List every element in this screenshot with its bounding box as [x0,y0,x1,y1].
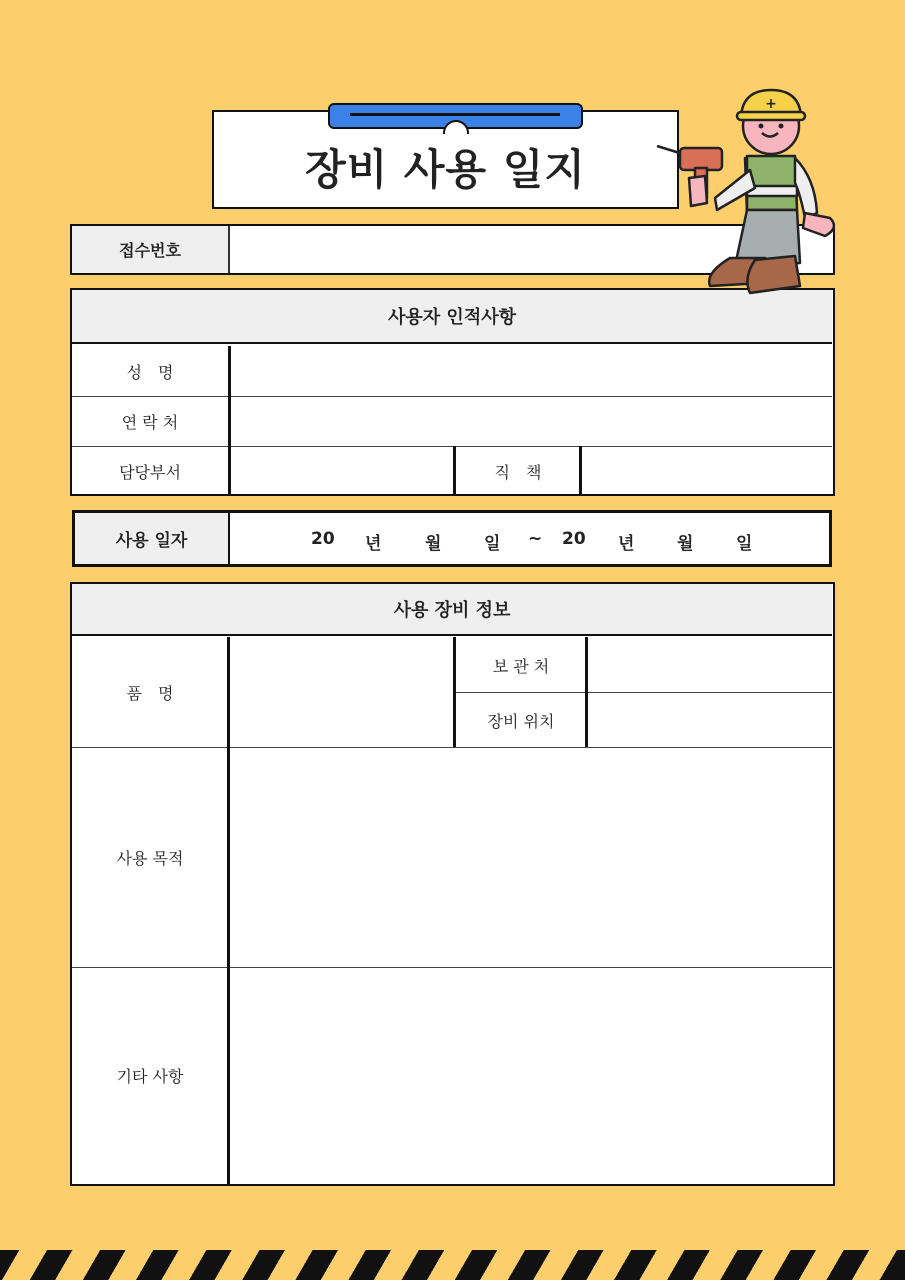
location-label: 장비 위치 [487,711,555,731]
position-label: 직 책 [494,462,542,482]
reception-label: 접수번호 [119,241,181,260]
purpose-label: 사용 목적 [116,849,184,868]
notes-input[interactable] [230,968,830,1183]
position-input[interactable] [582,447,832,495]
usage-date-row [72,510,832,567]
year-prefix-end: 20 [562,529,586,549]
dept-input[interactable] [230,447,454,495]
page-title: 장비 사용 일지 [305,144,586,194]
notes-label: 기타 사항 [116,1067,184,1086]
storage-label: 보 관 처 [492,656,550,676]
dept-label: 담당부서 [119,462,181,482]
day-unit-end: 일 [736,534,753,554]
purpose-input[interactable] [230,748,830,967]
item-label: 품 명 [126,684,174,703]
range-tilde: ~ [528,529,543,549]
year-unit: 년 [365,534,382,554]
year-unit-end: 년 [618,534,635,554]
location-input[interactable] [588,693,832,747]
usage-date-label: 사용 일자 [115,531,188,551]
item-input[interactable] [230,638,454,747]
construction-worker-illustration [655,88,845,298]
year-prefix: 20 [311,529,335,549]
name-label: 성 명 [126,362,174,382]
contact-label: 연 락 처 [121,413,179,432]
caution-stripes [0,1250,905,1280]
user-section [70,288,835,496]
equipment-section [70,582,835,1186]
usage-date-input[interactable] [233,513,829,564]
storage-input[interactable] [588,638,832,692]
name-input[interactable] [230,346,830,396]
user-section-header: 사용자 인적사항 [388,307,516,328]
svg-text:+: + [765,96,777,112]
contact-input[interactable] [230,397,830,446]
day-unit: 일 [484,534,501,554]
equipment-section-header: 사용 장비 정보 [393,600,511,621]
month-unit-end: 월 [677,534,694,554]
month-unit: 월 [425,534,442,554]
